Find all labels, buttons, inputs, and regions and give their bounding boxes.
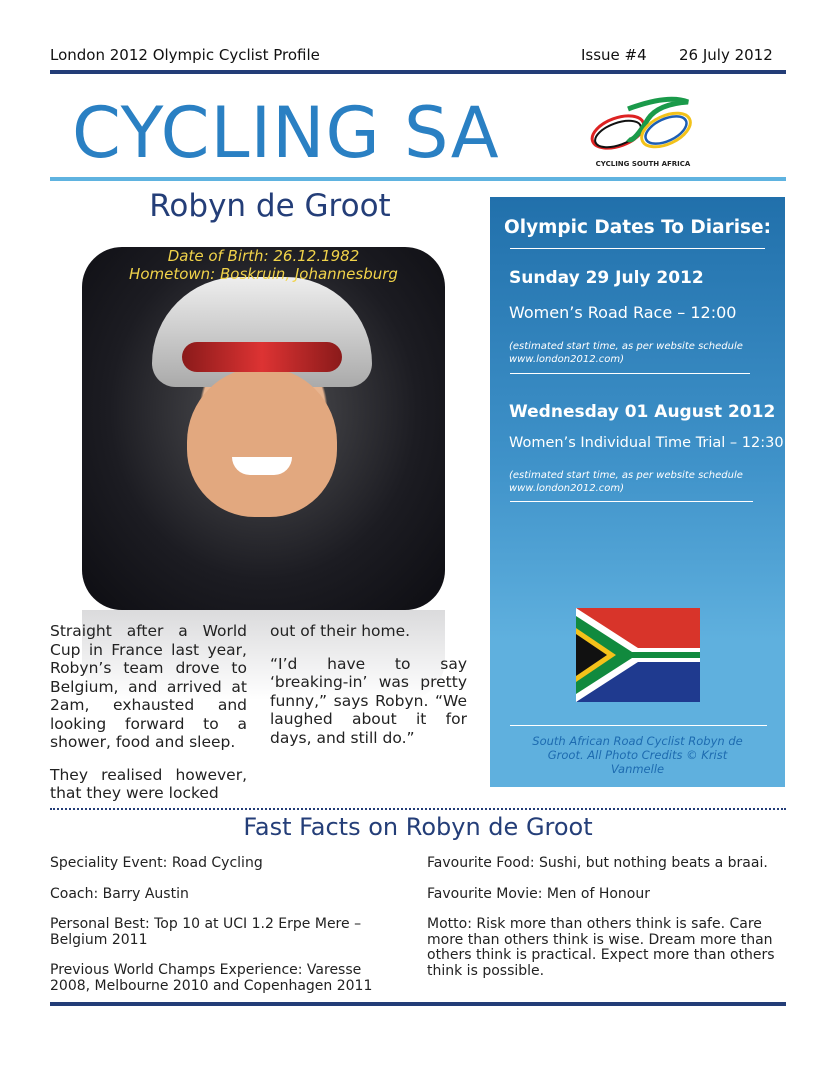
cyclist-photo	[82, 247, 445, 610]
fast-facts-left	[50, 856, 400, 1009]
photo-caption: South African Road Cyclist Robyn de Groot. All Photo Credits © Krist Vanmelle	[532, 734, 743, 776]
hometown: Hometown: Boskruin, Johannesburg	[129, 265, 398, 283]
fact-item: Motto: Risk more than others think is safe. Care more than others think is wise. Dream more than others think is practical. Expect more than others think is possible.	[427, 916, 775, 979]
fast-facts-right	[427, 856, 782, 994]
cycling-sa-logo	[588, 94, 698, 170]
issue-number: Issue #4	[581, 46, 647, 64]
article-paragraph: They realised however, that they were locked	[50, 765, 247, 802]
article-paragraph: out of their home.	[270, 622, 411, 640]
fact-item: Previous World Champs Experience: Varesse 2008, Melbourne 2010 and Copenhagen 2011	[50, 962, 373, 994]
masthead-divider	[50, 177, 786, 181]
fast-facts-title: Fast Facts on Robyn de Groot	[243, 813, 593, 841]
cyclist-name: Robyn de Groot	[149, 188, 391, 224]
fact-item: Speciality Event: Road Cycling	[50, 855, 263, 871]
fact-item: Personal Best: Top 10 at UCI 1.2 Erpe Mere – Belgium 2011	[50, 916, 362, 948]
header-divider	[50, 70, 786, 74]
event-date: Sunday 29 July 2012	[509, 268, 704, 288]
article-column-1	[50, 622, 247, 817]
publication-name: London 2012 Olympic Cyclist Profile	[50, 46, 320, 64]
event-date: Wednesday 01 August 2012	[509, 402, 776, 422]
section-divider	[50, 808, 786, 810]
issue-date: 26 July 2012	[679, 46, 773, 64]
fact-item: Coach: Barry Austin	[50, 885, 189, 902]
event-name: Women’s Individual Time Trial – 12:30	[509, 435, 784, 451]
south-africa-flag	[576, 608, 700, 702]
article-column-2	[270, 622, 467, 761]
article-paragraph: Straight after a World Cup in France last year, Robyn’s team drove to Belgium, and arrived at 2am, exhausted and looking forward to a shower, food and sleep.	[50, 622, 247, 751]
box-title: Olympic Dates To Diarise:	[504, 217, 771, 238]
event-note: (estimated start time, as per website schedule www.london2012.com)	[509, 470, 743, 494]
footer-divider	[50, 1002, 786, 1006]
event-name: Women’s Road Race – 12:00	[509, 303, 737, 322]
fact-item: Favourite Movie: Men of Honour	[427, 885, 650, 902]
fact-item: Favourite Food: Sushi, but nothing beats a braai.	[427, 855, 768, 871]
date-of-birth: Date of Birth: 26.12.1982	[167, 247, 360, 265]
logo-text: CYCLING SOUTH AFRICA	[595, 160, 691, 168]
event-note: (estimated start time, as per website schedule www.london2012.com)	[509, 341, 743, 365]
article-paragraph: “I’d have to say ‘breaking-in’ was pretty funny,” says Robyn. “We laughed about it for days, and still do.”	[270, 654, 467, 747]
masthead-title: CYCLING SA	[72, 92, 500, 174]
